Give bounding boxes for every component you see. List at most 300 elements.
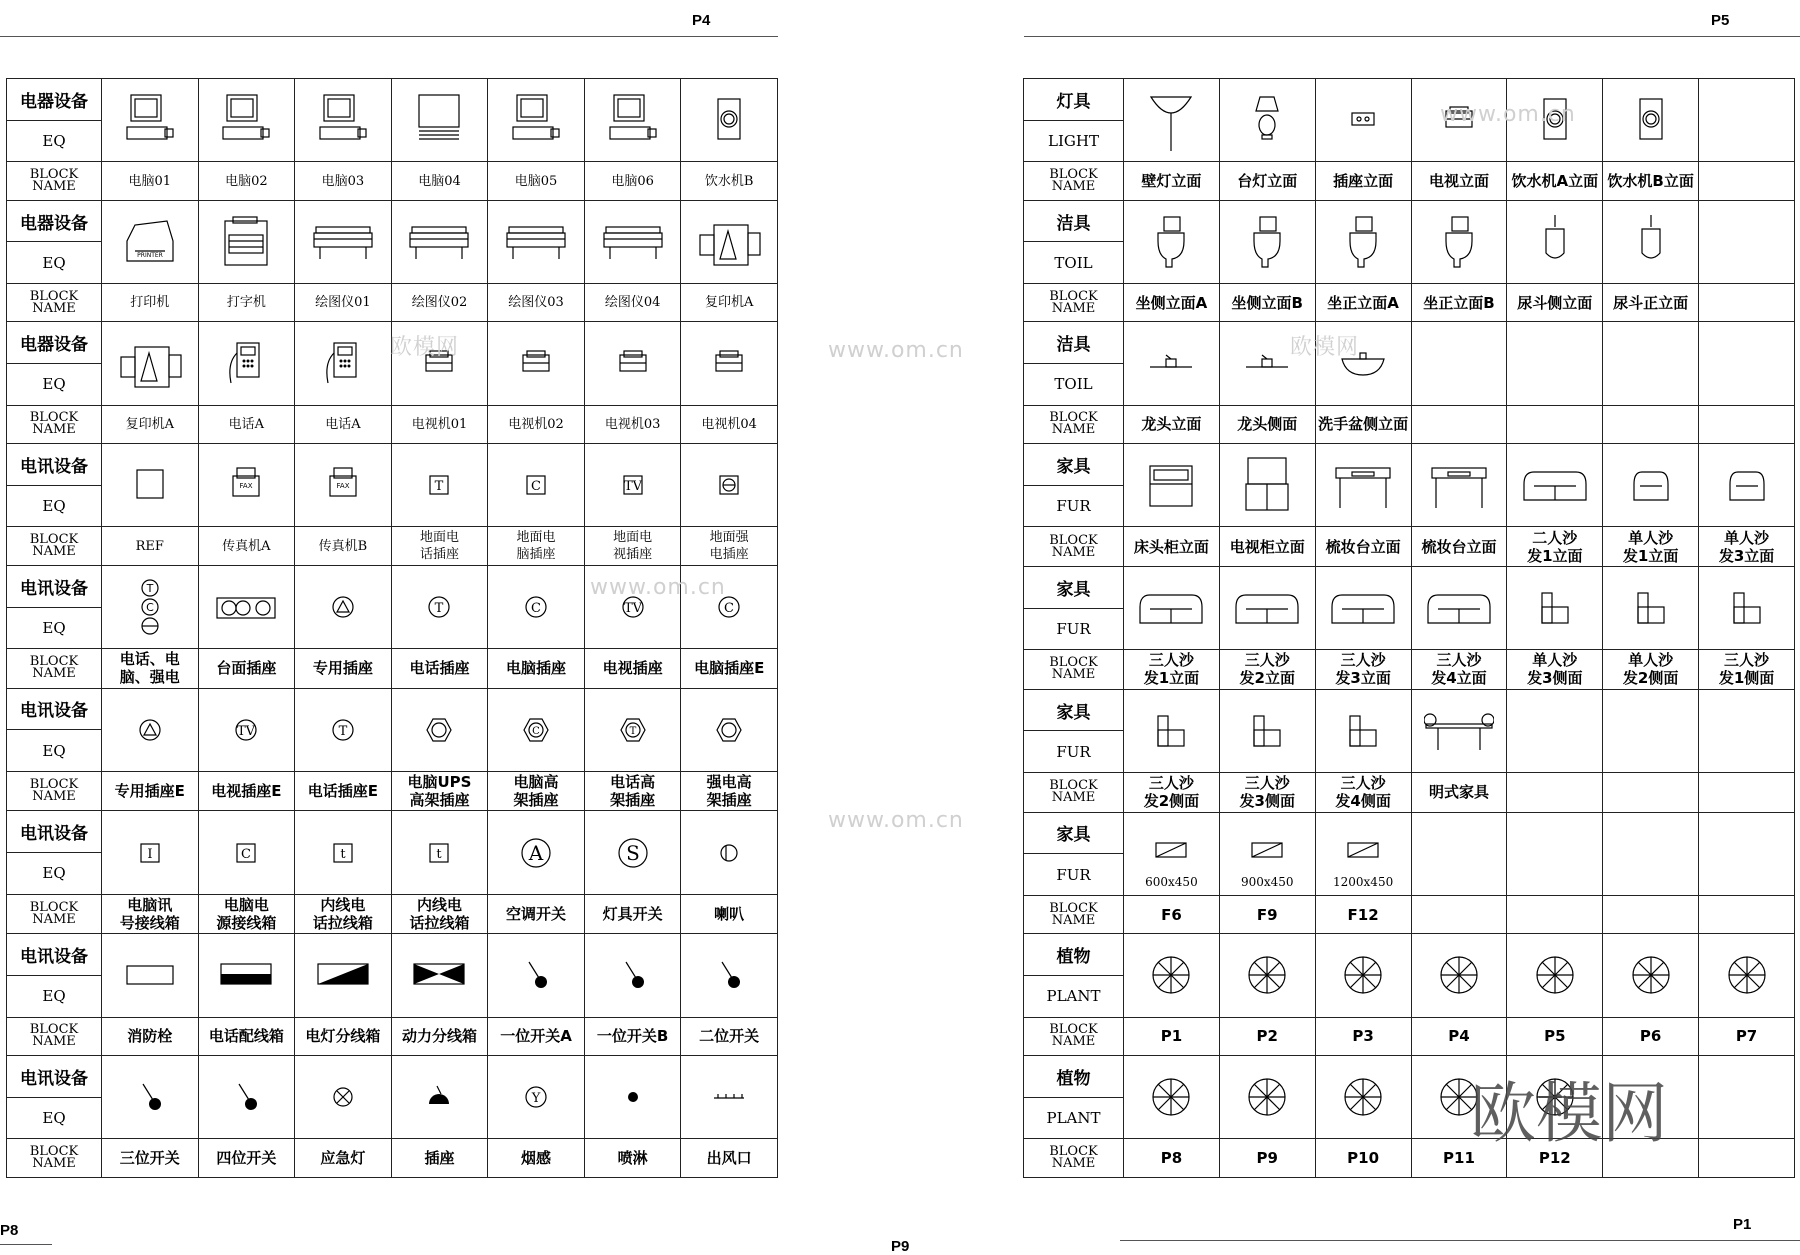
urinal-icon <box>1603 200 1699 283</box>
category-code: TOIL <box>1024 364 1124 406</box>
plotter-icon <box>295 200 392 283</box>
category-label: 家具 <box>1024 444 1124 486</box>
category-label: 电器设备 <box>7 79 102 121</box>
category-code: EQ <box>7 853 102 895</box>
block-name-label: BLOCK NAME <box>7 405 102 443</box>
svg-text:T: T <box>435 479 444 495</box>
block-name: 电视立面 <box>1411 162 1507 200</box>
block-name: 三人沙 发3立面 <box>1315 650 1411 690</box>
category-code: EQ <box>7 364 102 406</box>
plant-icon <box>1219 1055 1315 1138</box>
socket-power-icon <box>681 444 778 527</box>
toilet-icon <box>1124 200 1220 283</box>
sofa-icon <box>1124 566 1220 649</box>
block-name <box>1699 162 1795 200</box>
svg-text:C: C <box>531 479 542 495</box>
speaker-icon <box>681 811 778 894</box>
armchair-side-icon <box>1603 566 1699 649</box>
armchair-side-icon <box>1699 566 1795 649</box>
table-lamp-icon <box>1219 79 1315 162</box>
block-name: 传真机A <box>198 527 295 565</box>
plant-icon <box>1315 1055 1411 1138</box>
block-name: 绘图仪03 <box>488 284 585 322</box>
block-name: 单人沙 发3侧面 <box>1507 650 1603 690</box>
block-name-label: BLOCK NAME <box>7 527 102 565</box>
block-name-label: BLOCK NAME <box>1024 1017 1124 1055</box>
block-name: 三人沙 发2侧面 <box>1124 773 1220 813</box>
ming-furniture-icon <box>1411 689 1507 772</box>
category-code: PLANT <box>1024 1097 1124 1139</box>
plotter-icon <box>391 200 488 283</box>
block-name: 电脑06 <box>584 162 681 200</box>
block-name: 饮水机A立面 <box>1507 162 1603 200</box>
category-label: 电讯设备 <box>7 1055 102 1097</box>
block-name: 电视机03 <box>584 405 681 443</box>
block-name: 专用插座E <box>102 771 199 811</box>
empty-cell <box>1603 322 1699 405</box>
block-name: 地面电 话插座 <box>391 527 488 565</box>
category-label: 电讯设备 <box>7 565 102 607</box>
category-code: LIGHT <box>1024 120 1124 162</box>
category-code: EQ <box>7 730 102 772</box>
desk-socket-icon <box>198 565 295 648</box>
block-name-label: BLOCK NAME <box>1024 1139 1124 1178</box>
block-name-label: BLOCK NAME <box>7 894 102 934</box>
block-name: P7 <box>1699 1017 1795 1055</box>
block-name: 专用插座 <box>295 649 392 689</box>
circle-t-icon <box>391 565 488 648</box>
computer-icon <box>198 79 295 162</box>
block-name: 烟感 <box>488 1139 585 1178</box>
svg-text:FAX: FAX <box>336 482 350 491</box>
category-label: 洁具 <box>1024 322 1124 364</box>
svg-text:A: A <box>528 840 544 865</box>
block-name: REF <box>102 527 199 565</box>
urinal-icon <box>1507 200 1603 283</box>
svg-text:TV: TV <box>623 601 642 617</box>
block-name: 电话插座E <box>295 771 392 811</box>
block-name <box>1603 895 1699 933</box>
outlet-icon <box>391 1055 488 1138</box>
block-name: 龙头立面 <box>1124 405 1220 443</box>
svg-text:T: T <box>338 723 348 739</box>
block-name: 动力分线箱 <box>391 1017 488 1055</box>
switch-icon <box>198 1055 295 1138</box>
switch-s-icon <box>584 811 681 894</box>
block-name: P9 <box>1219 1139 1315 1178</box>
telephone-icon <box>198 322 295 405</box>
svg-text:C: C <box>145 601 154 615</box>
hexagon-t-icon <box>584 688 681 771</box>
block-name: 电脑插座 <box>488 649 585 689</box>
block-name-label: BLOCK NAME <box>1024 284 1124 322</box>
block-name: 一位开关A <box>488 1017 585 1055</box>
block-name-label: BLOCK NAME <box>1024 527 1124 567</box>
block-name: 三人沙 发4侧面 <box>1315 773 1411 813</box>
water-dispenser-icon <box>1603 79 1699 162</box>
category-label: 电讯设备 <box>7 688 102 730</box>
block-name: 电话A <box>295 405 392 443</box>
svg-text:T: T <box>435 601 444 617</box>
empty-cell <box>1603 812 1699 895</box>
block-name: 出风口 <box>681 1139 778 1178</box>
block-name: 电话A <box>198 405 295 443</box>
svg-text:T: T <box>146 582 154 596</box>
block-name <box>1603 405 1699 443</box>
sprinkler-icon <box>584 1055 681 1138</box>
watermark-brand-logo: 欧模网 <box>1470 1075 1668 1152</box>
header-rule <box>0 36 778 37</box>
block-name: 传真机B <box>295 527 392 565</box>
category-label: 电讯设备 <box>7 444 102 486</box>
socket-tv-icon <box>584 444 681 527</box>
empty-cell <box>1699 812 1795 895</box>
empty-cell <box>1507 322 1603 405</box>
block-name: 梳妆台立面 <box>1315 527 1411 567</box>
block-name: 饮水机B <box>681 162 778 200</box>
computer-icon <box>488 79 585 162</box>
category-code: FUR <box>1024 731 1124 773</box>
sofa-icon <box>1411 566 1507 649</box>
page-label-p8: P8 <box>0 1222 19 1239</box>
footer-rule <box>0 1244 52 1245</box>
circle-tv-icon <box>198 688 295 771</box>
copier-icon <box>102 322 199 405</box>
block-name <box>1411 895 1507 933</box>
block-name-label: BLOCK NAME <box>1024 162 1124 200</box>
block-name: 三人沙 发1侧面 <box>1699 650 1795 690</box>
category-code: EQ <box>7 607 102 649</box>
dresser-icon <box>1411 444 1507 527</box>
triangle-socket-icon <box>295 565 392 648</box>
plant-icon <box>1699 934 1795 1017</box>
block-name: 电视机01 <box>391 405 488 443</box>
category-code: PLANT <box>1024 975 1124 1017</box>
category-label: 洁具 <box>1024 200 1124 242</box>
page-label-p9: P9 <box>891 1238 910 1255</box>
page-label-p5: P5 <box>1711 12 1730 29</box>
hexagon-icon <box>391 688 488 771</box>
block-name: 电脑插座E <box>681 649 778 689</box>
category-label: 灯具 <box>1024 79 1124 121</box>
block-name-label: BLOCK NAME <box>7 649 102 689</box>
empty-cell <box>1699 1055 1795 1138</box>
block-name-label: BLOCK NAME <box>7 1017 102 1055</box>
block-name: P8 <box>1124 1139 1220 1178</box>
svg-text:Y: Y <box>531 1091 541 1107</box>
header-rule <box>1024 36 1800 37</box>
block-name: 电话配线箱 <box>198 1017 295 1055</box>
switch-a-icon <box>488 811 585 894</box>
triangle-socket-icon <box>102 688 199 771</box>
category-code: FUR <box>1024 608 1124 650</box>
page-label-p1: P1 <box>1733 1216 1752 1233</box>
block-name <box>1507 773 1603 813</box>
svg-text:TV: TV <box>237 723 256 739</box>
block-name: 喷淋 <box>584 1139 681 1178</box>
computer-icon <box>102 79 199 162</box>
plant-icon <box>1411 934 1507 1017</box>
block-name: 电视柜立面 <box>1219 527 1315 567</box>
block-name: 复印机A <box>102 405 199 443</box>
block-name: 内线电 话拉线箱 <box>295 894 392 934</box>
plant-icon <box>1124 1055 1220 1138</box>
emergency-light-icon <box>295 1055 392 1138</box>
block-name: 电脑讯 号接线箱 <box>102 894 199 934</box>
box-c-icon <box>198 811 295 894</box>
block-name: 尿斗侧立面 <box>1507 284 1603 322</box>
box-t-icon <box>391 811 488 894</box>
block-name: 单人沙 发3立面 <box>1699 527 1795 567</box>
category-label: 电器设备 <box>7 200 102 242</box>
svg-text:FAX: FAX <box>239 482 253 491</box>
block-name-label: BLOCK NAME <box>1024 405 1124 443</box>
toilet-icon <box>1219 200 1315 283</box>
wall-lamp-icon <box>1124 79 1220 162</box>
block-name: 内线电 话拉线箱 <box>391 894 488 934</box>
distribution-box-icon <box>198 934 295 1017</box>
box-t-icon <box>295 811 392 894</box>
empty-cell <box>1699 322 1795 405</box>
block-name: 床头柜立面 <box>1124 527 1220 567</box>
faucet-icon <box>1124 322 1220 405</box>
fax-icon <box>295 444 392 527</box>
block-name: 洗手盆侧立面 <box>1315 405 1411 443</box>
block-name: P6 <box>1603 1017 1699 1055</box>
category-label: 家具 <box>1024 566 1124 608</box>
block-name: 电脑03 <box>295 162 392 200</box>
empty-cell <box>1411 812 1507 895</box>
size-label: 600x450 <box>1145 874 1198 889</box>
svg-text:C: C <box>241 846 252 862</box>
block-name: 喇叭 <box>681 894 778 934</box>
block-name <box>1699 284 1795 322</box>
block-name: 坐侧立面B <box>1219 284 1315 322</box>
block-name: 绘图仪04 <box>584 284 681 322</box>
monitor-icon <box>391 79 488 162</box>
block-name: F12 <box>1315 895 1411 933</box>
block-name: 插座立面 <box>1315 162 1411 200</box>
sofa-icon <box>1219 566 1315 649</box>
block-name <box>1699 405 1795 443</box>
block-name: 二人沙 发1立面 <box>1507 527 1603 567</box>
block-name-label: BLOCK NAME <box>7 771 102 811</box>
power-box-icon <box>391 934 488 1017</box>
block-name: 二位开关 <box>681 1017 778 1055</box>
block-name: P3 <box>1315 1017 1411 1055</box>
tv-icon <box>584 322 681 405</box>
block-name: 电脑电 源接线箱 <box>198 894 295 934</box>
block-name: 壁灯立面 <box>1124 162 1220 200</box>
category-code: EQ <box>7 242 102 284</box>
block-name: F6 <box>1124 895 1220 933</box>
circle-c-icon <box>488 565 585 648</box>
page-label-p4: P4 <box>692 12 711 29</box>
typewriter-icon <box>198 200 295 283</box>
socket-c-icon <box>488 444 585 527</box>
category-code: FUR <box>1024 854 1124 896</box>
hexagon-icon <box>681 688 778 771</box>
empty-cell <box>1603 689 1699 772</box>
circle-t-icon <box>295 688 392 771</box>
svg-text:C: C <box>531 601 542 617</box>
plotter-icon <box>584 200 681 283</box>
block-name: 电话高 架插座 <box>584 771 681 811</box>
category-code: EQ <box>7 120 102 162</box>
empty-cell <box>1699 79 1795 162</box>
block-name: 梳妆台立面 <box>1411 527 1507 567</box>
socket-t-icon <box>391 444 488 527</box>
switch-icon <box>681 934 778 1017</box>
category-label: 电器设备 <box>7 322 102 364</box>
block-name <box>1507 405 1603 443</box>
category-code: EQ <box>7 485 102 527</box>
svg-text:PRINTER: PRINTER <box>136 251 163 259</box>
block-name: 明式家具 <box>1411 773 1507 813</box>
block-name: 三人沙 发4立面 <box>1411 650 1507 690</box>
size-label: 1200x450 <box>1333 874 1394 889</box>
empty-cell <box>1699 689 1795 772</box>
block-name: P11 <box>1411 1139 1507 1178</box>
category-label: 家具 <box>1024 689 1124 731</box>
block-name: 三人沙 发2立面 <box>1219 650 1315 690</box>
box-i-icon <box>102 811 199 894</box>
nightstand-icon <box>1124 444 1220 527</box>
block-name <box>1699 1139 1795 1178</box>
switch-icon <box>488 934 585 1017</box>
printer-icon <box>102 200 199 283</box>
dresser-icon <box>1315 444 1411 527</box>
block-name: 电话、电 脑、强电 <box>102 649 199 689</box>
block-name: P5 <box>1507 1017 1603 1055</box>
left-catalog-table <box>6 78 778 1178</box>
block-name: 龙头侧面 <box>1219 405 1315 443</box>
svg-text:S: S <box>625 840 640 865</box>
svg-text:t: t <box>436 846 443 862</box>
fax-icon <box>198 444 295 527</box>
tv-icon <box>681 322 778 405</box>
empty-cell <box>1507 689 1603 772</box>
watermark-url: www.om.cn <box>1440 102 1576 127</box>
empty-cell <box>1507 812 1603 895</box>
socket-icon <box>1315 79 1411 162</box>
block-name: 绘图仪01 <box>295 284 392 322</box>
block-name: 单人沙 发1立面 <box>1603 527 1699 567</box>
block-name: 三位开关 <box>102 1139 199 1178</box>
watermark-brand: 欧模网 <box>390 335 460 360</box>
plotter-icon <box>488 200 585 283</box>
block-name: P12 <box>1507 1139 1603 1178</box>
svg-text:T: T <box>629 725 636 737</box>
category-label: 植物 <box>1024 934 1124 976</box>
block-name: 空调开关 <box>488 894 585 934</box>
armchair-icon <box>1603 444 1699 527</box>
block-name: 坐正立面B <box>1411 284 1507 322</box>
copier-icon <box>681 200 778 283</box>
block-name <box>1699 895 1795 933</box>
block-name: P4 <box>1411 1017 1507 1055</box>
tv-icon <box>488 322 585 405</box>
armchair-side-icon <box>1315 689 1411 772</box>
toilet-icon <box>1411 200 1507 283</box>
svg-text:C: C <box>532 725 540 737</box>
square-icon <box>102 444 199 527</box>
plant-icon <box>1507 934 1603 1017</box>
block-name-label: BLOCK NAME <box>7 1139 102 1178</box>
watermark-url: www.om.cn <box>828 808 964 833</box>
block-name: 消防栓 <box>102 1017 199 1055</box>
block-name: 电脑UPS 高架插座 <box>391 771 488 811</box>
block-name-label: BLOCK NAME <box>1024 650 1124 690</box>
block-name: 电灯分线箱 <box>295 1017 392 1055</box>
block-name: P10 <box>1315 1139 1411 1178</box>
sofa-icon <box>1315 566 1411 649</box>
block-name: 电脑01 <box>102 162 199 200</box>
block-name: 应急灯 <box>295 1139 392 1178</box>
board-icon <box>1315 812 1411 895</box>
block-name: 电脑04 <box>391 162 488 200</box>
plant-icon <box>1219 934 1315 1017</box>
block-name-label: BLOCK NAME <box>7 284 102 322</box>
telephone-icon <box>295 322 392 405</box>
svg-text:I: I <box>147 846 153 862</box>
block-name: 坐侧立面A <box>1124 284 1220 322</box>
category-code: EQ <box>7 975 102 1017</box>
armchair-side-icon <box>1124 689 1220 772</box>
block-name: 电视机02 <box>488 405 585 443</box>
block-name: 打字机 <box>198 284 295 322</box>
block-name: 尿斗正立面 <box>1603 284 1699 322</box>
block-name-label: BLOCK NAME <box>1024 895 1124 933</box>
empty-cell <box>1411 322 1507 405</box>
watermark-url: www.om.cn <box>828 338 964 363</box>
hexagon-c-icon <box>488 688 585 771</box>
block-name: 台面插座 <box>198 649 295 689</box>
block-name: 复印机A <box>681 284 778 322</box>
category-label: 植物 <box>1024 1055 1124 1097</box>
block-name: 四位开关 <box>198 1139 295 1178</box>
block-name: P1 <box>1124 1017 1220 1055</box>
watermark-url: www.om.cn <box>590 575 726 600</box>
block-name: 打印机 <box>102 284 199 322</box>
board-icon <box>1124 812 1220 895</box>
block-name: 强电高 架插座 <box>681 771 778 811</box>
block-name: 饮水机B立面 <box>1603 162 1699 200</box>
svg-text:t: t <box>340 846 346 862</box>
block-name: 地面电 脑插座 <box>488 527 585 565</box>
block-name: 电视机04 <box>681 405 778 443</box>
block-name: P2 <box>1219 1017 1315 1055</box>
block-name: 电视插座E <box>198 771 295 811</box>
water-dispenser-icon <box>681 79 778 162</box>
smoke-detector-icon <box>488 1055 585 1138</box>
block-name: 电话插座 <box>391 649 488 689</box>
lighting-box-icon <box>295 934 392 1017</box>
block-name: 三人沙 发3侧面 <box>1219 773 1315 813</box>
block-name: 台灯立面 <box>1219 162 1315 200</box>
switch-icon <box>102 1055 199 1138</box>
air-vent-icon <box>681 1055 778 1138</box>
armchair-icon <box>1699 444 1795 527</box>
block-name: 三人沙 发1立面 <box>1124 650 1220 690</box>
block-name: 电脑02 <box>198 162 295 200</box>
block-name: 绘图仪02 <box>391 284 488 322</box>
svg-text:TV: TV <box>623 479 642 495</box>
block-name: 电视插座 <box>584 649 681 689</box>
category-code: EQ <box>7 1097 102 1139</box>
toilet-icon <box>1315 200 1411 283</box>
category-label: 家具 <box>1024 812 1124 854</box>
